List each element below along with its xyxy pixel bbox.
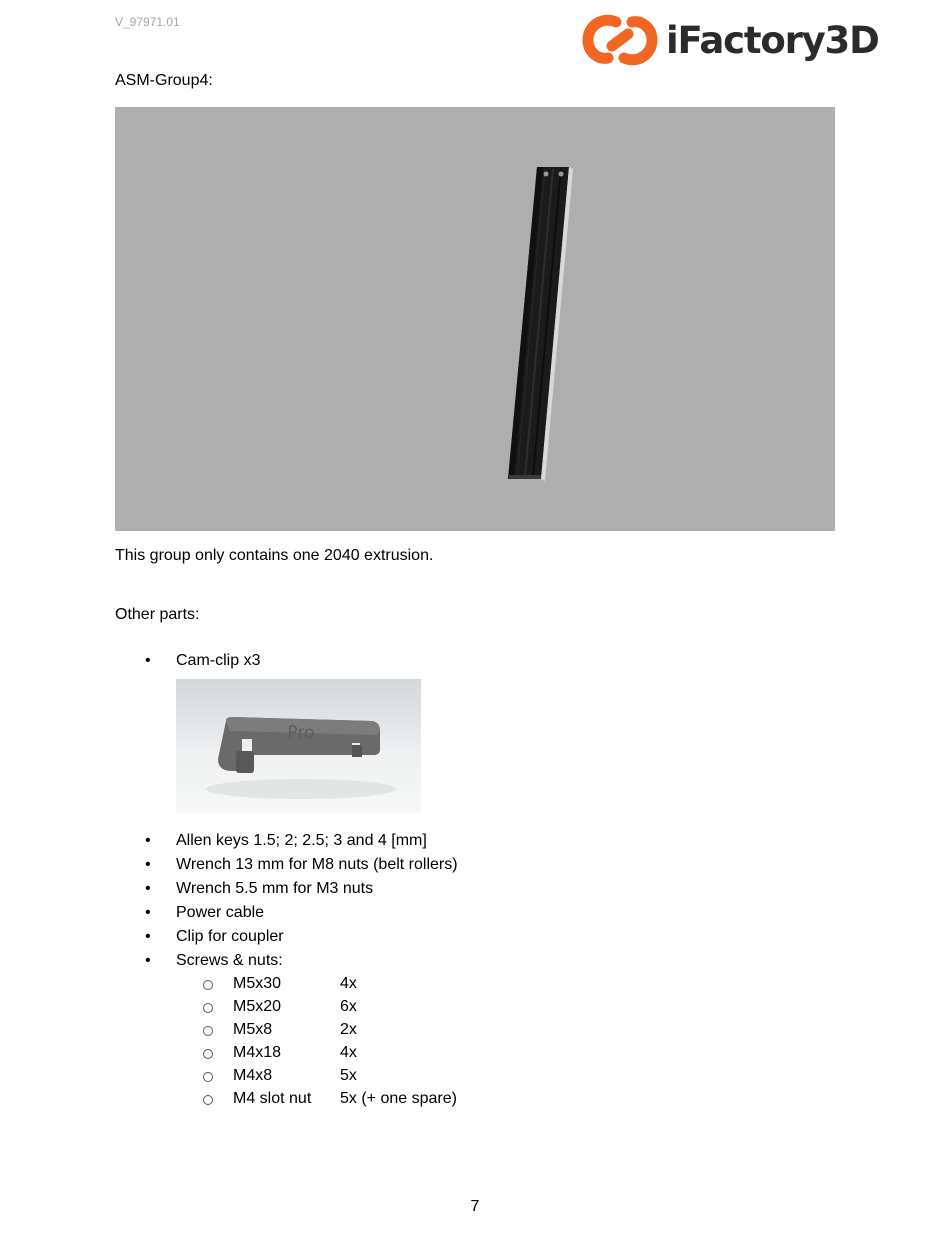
screw-name: M5x30 bbox=[233, 975, 282, 992]
screw-name: M4 slot nut bbox=[233, 1090, 312, 1107]
bullet-icon: • bbox=[145, 652, 151, 669]
extrusion-render-image bbox=[115, 107, 835, 531]
bullet-icon: • bbox=[145, 856, 151, 873]
list-item-text: Cam-clip x3 bbox=[176, 652, 261, 669]
brand-logo bbox=[580, 6, 895, 74]
screw-name: M4x8 bbox=[233, 1067, 273, 1084]
circle-bullet-icon bbox=[203, 1095, 213, 1105]
list-item-text: Allen keys 1.5; 2; 2.5; 3 and 4 [mm] bbox=[176, 832, 427, 849]
cam-clip-image bbox=[176, 679, 421, 813]
circle-bullet-icon bbox=[203, 1003, 213, 1013]
bullet-icon: • bbox=[145, 928, 151, 945]
brand-logo-icon bbox=[580, 6, 660, 74]
bullet-icon: • bbox=[145, 880, 151, 897]
screw-quantity: 2x bbox=[340, 1021, 357, 1038]
screw-quantity: 5x bbox=[340, 1067, 357, 1084]
circle-bullet-icon bbox=[203, 1049, 213, 1059]
document-version: V_97971.01 bbox=[115, 15, 180, 29]
screw-name: M5x8 bbox=[233, 1021, 273, 1038]
list-item-text: Clip for coupler bbox=[176, 928, 284, 945]
circle-bullet-icon bbox=[203, 980, 213, 990]
bullet-icon: • bbox=[145, 904, 151, 921]
list-item-text: Power cable bbox=[176, 904, 265, 921]
other-parts-label: Other parts: bbox=[115, 606, 200, 623]
section-heading: ASM-Group4: bbox=[115, 72, 213, 89]
screw-quantity: 4x bbox=[340, 975, 357, 992]
bullet-icon: • bbox=[145, 832, 151, 849]
cam-clip-emboss-text: Pro bbox=[287, 723, 315, 743]
screw-name: M5x20 bbox=[233, 998, 282, 1015]
list-item-text: Wrench 5.5 mm for M3 nuts bbox=[176, 880, 374, 897]
screw-quantity: 4x bbox=[340, 1044, 357, 1061]
screw-name: M4x18 bbox=[233, 1044, 282, 1061]
bullet-icon: • bbox=[145, 952, 151, 969]
list-item-text: Wrench 13 mm for M8 nuts (belt rollers) bbox=[176, 856, 458, 873]
screw-quantity: 5x (+ one spare) bbox=[340, 1090, 457, 1107]
brand-wordmark: iFactory3D bbox=[666, 18, 879, 62]
list-item-text: Screws & nuts: bbox=[176, 952, 283, 969]
screw-quantity: 6x bbox=[340, 998, 357, 1015]
circle-bullet-icon bbox=[203, 1026, 213, 1036]
circle-bullet-icon bbox=[203, 1072, 213, 1082]
group-description: This group only contains one 2040 extrusion. bbox=[115, 547, 434, 564]
page-number: 7 bbox=[470, 1198, 480, 1215]
